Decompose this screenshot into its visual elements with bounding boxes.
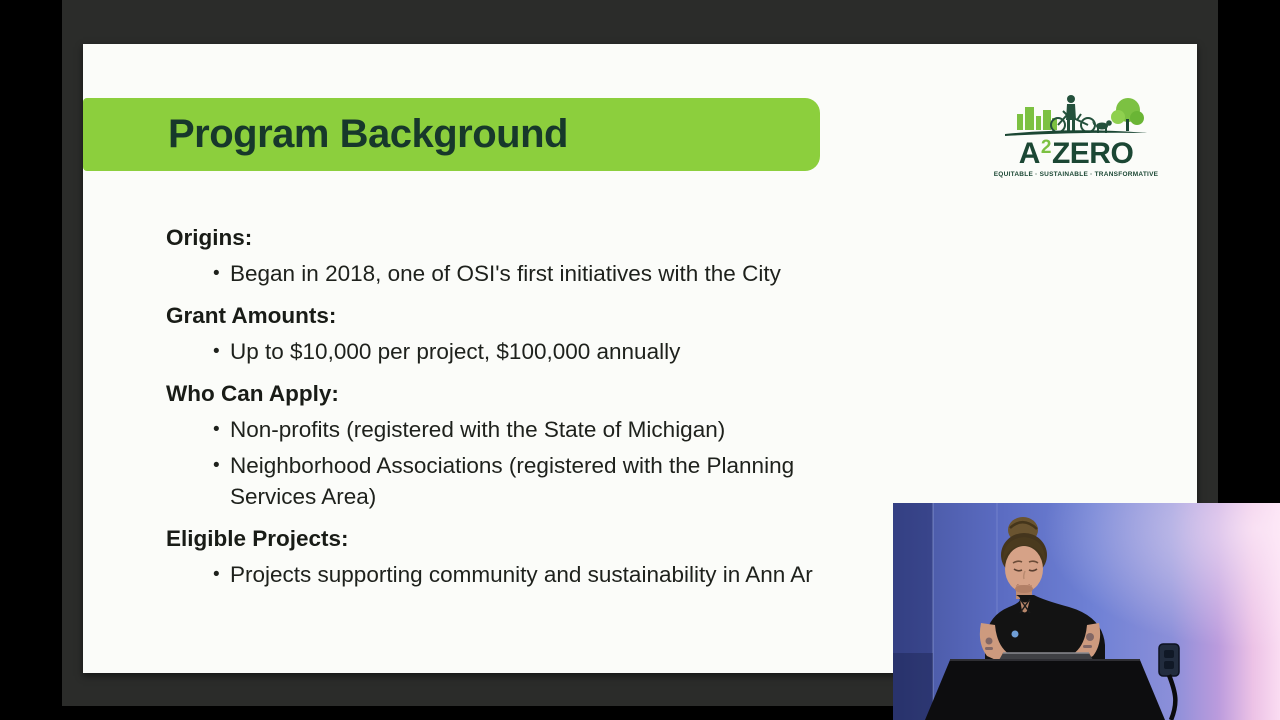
bullet-item bbox=[166, 258, 1006, 289]
bullet-item bbox=[166, 559, 1006, 590]
section-heading: Origins: bbox=[166, 225, 253, 250]
bullet-text: Neighborhood Associations (registered with the Planning Services Area) bbox=[230, 453, 795, 509]
section-who-can-apply bbox=[166, 378, 1006, 512]
logo-tagline: EQUITABLE · SUSTAINABLE · TRANSFORMATIVE bbox=[993, 171, 1159, 178]
letterbox-left bbox=[0, 0, 62, 720]
bullet-item bbox=[166, 450, 1006, 512]
bullet-marker: • bbox=[213, 341, 220, 362]
section-grant-amounts bbox=[166, 300, 1006, 367]
slide-body bbox=[166, 222, 1006, 590]
presenter-webcam-video bbox=[893, 503, 1280, 720]
section-heading: Who Can Apply: bbox=[166, 381, 339, 406]
podium bbox=[925, 660, 1165, 720]
section-origins bbox=[166, 222, 1006, 289]
bullet-item bbox=[166, 414, 1006, 445]
bullet-text: Up to $10,000 per project, $100,000 annually bbox=[230, 339, 681, 364]
slide-title: Program Background bbox=[168, 112, 568, 156]
bullet-text: Began in 2018, one of OSI's first initiatives with the City bbox=[230, 261, 781, 286]
logo-zero-text: ZERO bbox=[1051, 137, 1134, 170]
a2zero-wordmark bbox=[1019, 139, 1134, 169]
logo-letter-a: A bbox=[1018, 137, 1040, 170]
slide-title-bar bbox=[83, 98, 820, 171]
laptop-lid bbox=[999, 653, 1093, 660]
bullet-text: Projects supporting community and sustainability in Ann Ar bbox=[230, 562, 813, 587]
bullet-marker: • bbox=[213, 455, 220, 476]
bullet-marker: • bbox=[213, 263, 220, 284]
bullet-item bbox=[166, 336, 1006, 367]
bullet-marker: • bbox=[213, 564, 220, 585]
section-eligible-projects bbox=[166, 523, 1006, 590]
webcam-scene bbox=[893, 503, 1280, 720]
bullet-marker: • bbox=[213, 419, 220, 440]
logo-superscript-2: 2 bbox=[1040, 137, 1051, 158]
section-heading: Eligible Projects: bbox=[166, 526, 349, 551]
bullet-text: Non-profits (registered with the State of Michigan) bbox=[230, 417, 726, 442]
wall-outlet-icon bbox=[1159, 644, 1179, 676]
section-heading: Grant Amounts: bbox=[166, 303, 337, 328]
a2zero-illustration-icon bbox=[1001, 92, 1151, 138]
a2zero-logo bbox=[995, 92, 1157, 178]
